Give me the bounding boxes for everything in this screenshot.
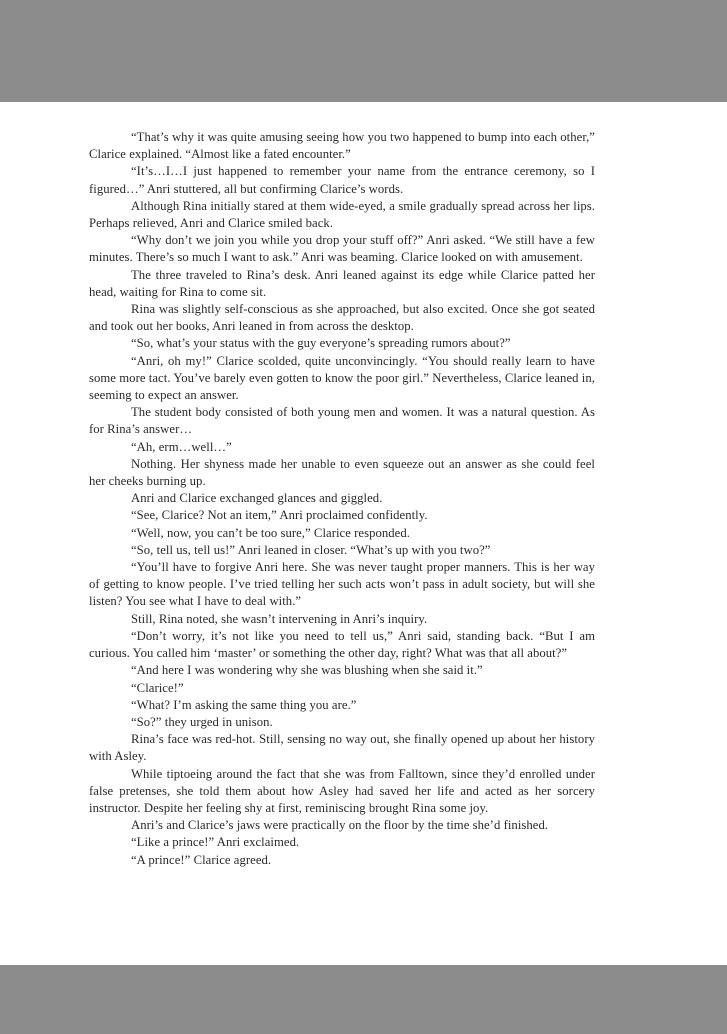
paragraph: The three traveled to Rina’s desk. Anri leaned against its edge while Clarice patted her head, waiting for Rina to come sit. [89, 267, 595, 299]
paragraph: “Clarice!” [131, 680, 184, 695]
body-text [89, 129, 595, 869]
top-gray-band [0, 0, 727, 102]
paragraph: “So, what’s your status with the guy everyone’s spreading rumors about?” [131, 336, 511, 351]
book-page [0, 102, 727, 965]
paragraph: “Don’t worry, it’s not like you need to tell us,” Anri said, standing back. “But I am curious. You called him ‘master’ or something the other day, right? What was that all about?” [89, 628, 595, 661]
paragraph: Anri’s and Clarice’s jaws were practically on the floor by the time she’d finished. [131, 818, 549, 833]
paragraph: “It’s…I…I just happened to remember your name from the entrance ceremony, so I figured…” Anri stuttered, all but confirming Clarice’s words. [89, 164, 595, 196]
bottom-gray-band [0, 965, 727, 1034]
paragraph: “See, Clarice? Not an item,” Anri proclaimed confidently. [131, 508, 428, 523]
paragraph: “You’ll have to forgive Anri here. She was never taught proper manners. This is her way of getting to know people. I’ve tried telling her such acts won’t pass in adult society, but will she listen? You see what I have to deal with.” [89, 560, 595, 609]
paragraph: “A prince!” Clarice agreed. [131, 852, 272, 867]
paragraph: “What? I’m asking the same thing you are.” [131, 697, 357, 712]
paragraph: While tiptoeing around the fact that she was from Falltown, since they’d enrolled under false pretenses, she told them about how Asley had saved her life and acted as her sorcery instructor. Despite her feeling shy at first, reminiscing brought Rina some joy. [89, 766, 595, 815]
paragraph: “That’s why it was quite amusing seeing how you two happened to bump into each other,” Clarice explained. “Almost like a fated encounter.” [89, 130, 595, 162]
paragraph: Still, Rina noted, she wasn’t intervening in Anri’s inquiry. [131, 611, 428, 626]
paragraph: Although Rina initially stared at them wide-eyed, a smile gradually spread across her lips. Perhaps relieved, Anri and Clarice smiled back. [89, 198, 595, 231]
paragraph: “Ah, erm…well…” [131, 439, 232, 454]
paragraph: “Why don’t we join you while you drop your stuff off?” Anri asked. “We still have a few minutes. There’s so much I want to ask.” Anri was beaming. Clarice looked on with amusement. [89, 233, 595, 265]
paragraph: “So, tell us, tell us!” Anri leaned in closer. “What’s up with you two?” [131, 542, 491, 557]
paragraph: The student body consisted of both young men and women. It was a natural question. As for Rina’s answer… [89, 405, 595, 437]
paragraph: “Well, now, you can’t be too sure,” Clarice responded. [131, 525, 410, 540]
paragraph: Rina’s face was red-hot. Still, sensing no way out, she finally opened up about her history with Asley. [89, 732, 595, 764]
paragraph: Rina was slightly self-conscious as she approached, but also excited. Once she got seated and took out her books, Anri leaned in from across the desktop. [89, 302, 595, 334]
paragraph: Nothing. Her shyness made her unable to even squeeze out an answer as she could feel her cheeks burning up. [89, 456, 595, 489]
paragraph: “Like a prince!” Anri exclaimed. [131, 835, 300, 850]
paragraph: “So?” they urged in unison. [131, 714, 273, 729]
paragraph: “Anri, oh my!” Clarice scolded, quite unconvincingly. “You should really learn to have some more tact. You’ve barely even gotten to know the poor girl.” Nevertheless, Clarice leaned in, seeming to expect an answer. [89, 353, 595, 403]
paragraph: “And here I was wondering why she was blushing when she said it.” [131, 663, 483, 678]
paragraph: Anri and Clarice exchanged glances and giggled. [131, 491, 383, 506]
